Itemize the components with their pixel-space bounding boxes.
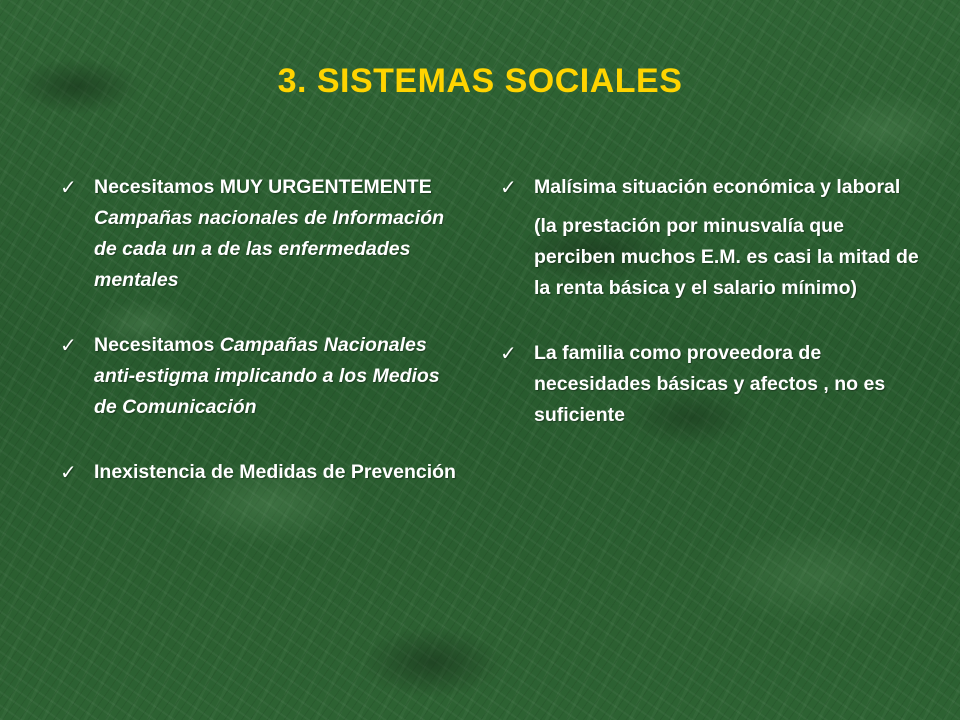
checkmark-icon: ✓: [60, 177, 77, 199]
slide-title: 3. SISTEMAS SOCIALES: [277, 62, 683, 100]
bullet-text: Malísima situación económica y laboral: [534, 176, 901, 198]
bullet-italic-text: Campañas Nacionales anti-estigma implicando a los Medios de Comunicación: [94, 334, 440, 418]
bullet-plain-text: Necesitamos MUY URGENTEMENTE: [94, 176, 432, 198]
checkmark-icon: ✓: [500, 177, 517, 199]
bullet-plain-text: Necesitamos: [94, 334, 220, 356]
right-bullet-list: [500, 172, 920, 465]
bullet-plain-text: Inexistencia de Medidas de Prevención: [94, 461, 456, 483]
bullet-item: [60, 172, 460, 296]
bullet-item: [500, 172, 920, 304]
bullet-item: [500, 338, 920, 431]
bullet-italic-text: Campañas nacionales de Información de cada un a de las enfermedades mentales: [94, 207, 445, 291]
bullet-item: [60, 330, 460, 423]
bullet-subtext: (la prestación por minusvalía que perciben muchos E.M. es casi la mitad de la renta básica y el salario mínimo): [534, 215, 919, 299]
bullet-item: [60, 457, 460, 488]
checkmark-icon: ✓: [500, 343, 517, 365]
bullet-text: La familia como proveedora de necesidades básicas y afectos , no es suficiente: [534, 342, 886, 426]
checkmark-icon: ✓: [60, 462, 77, 484]
checkmark-icon: ✓: [60, 335, 77, 357]
left-bullet-list: [60, 172, 460, 522]
